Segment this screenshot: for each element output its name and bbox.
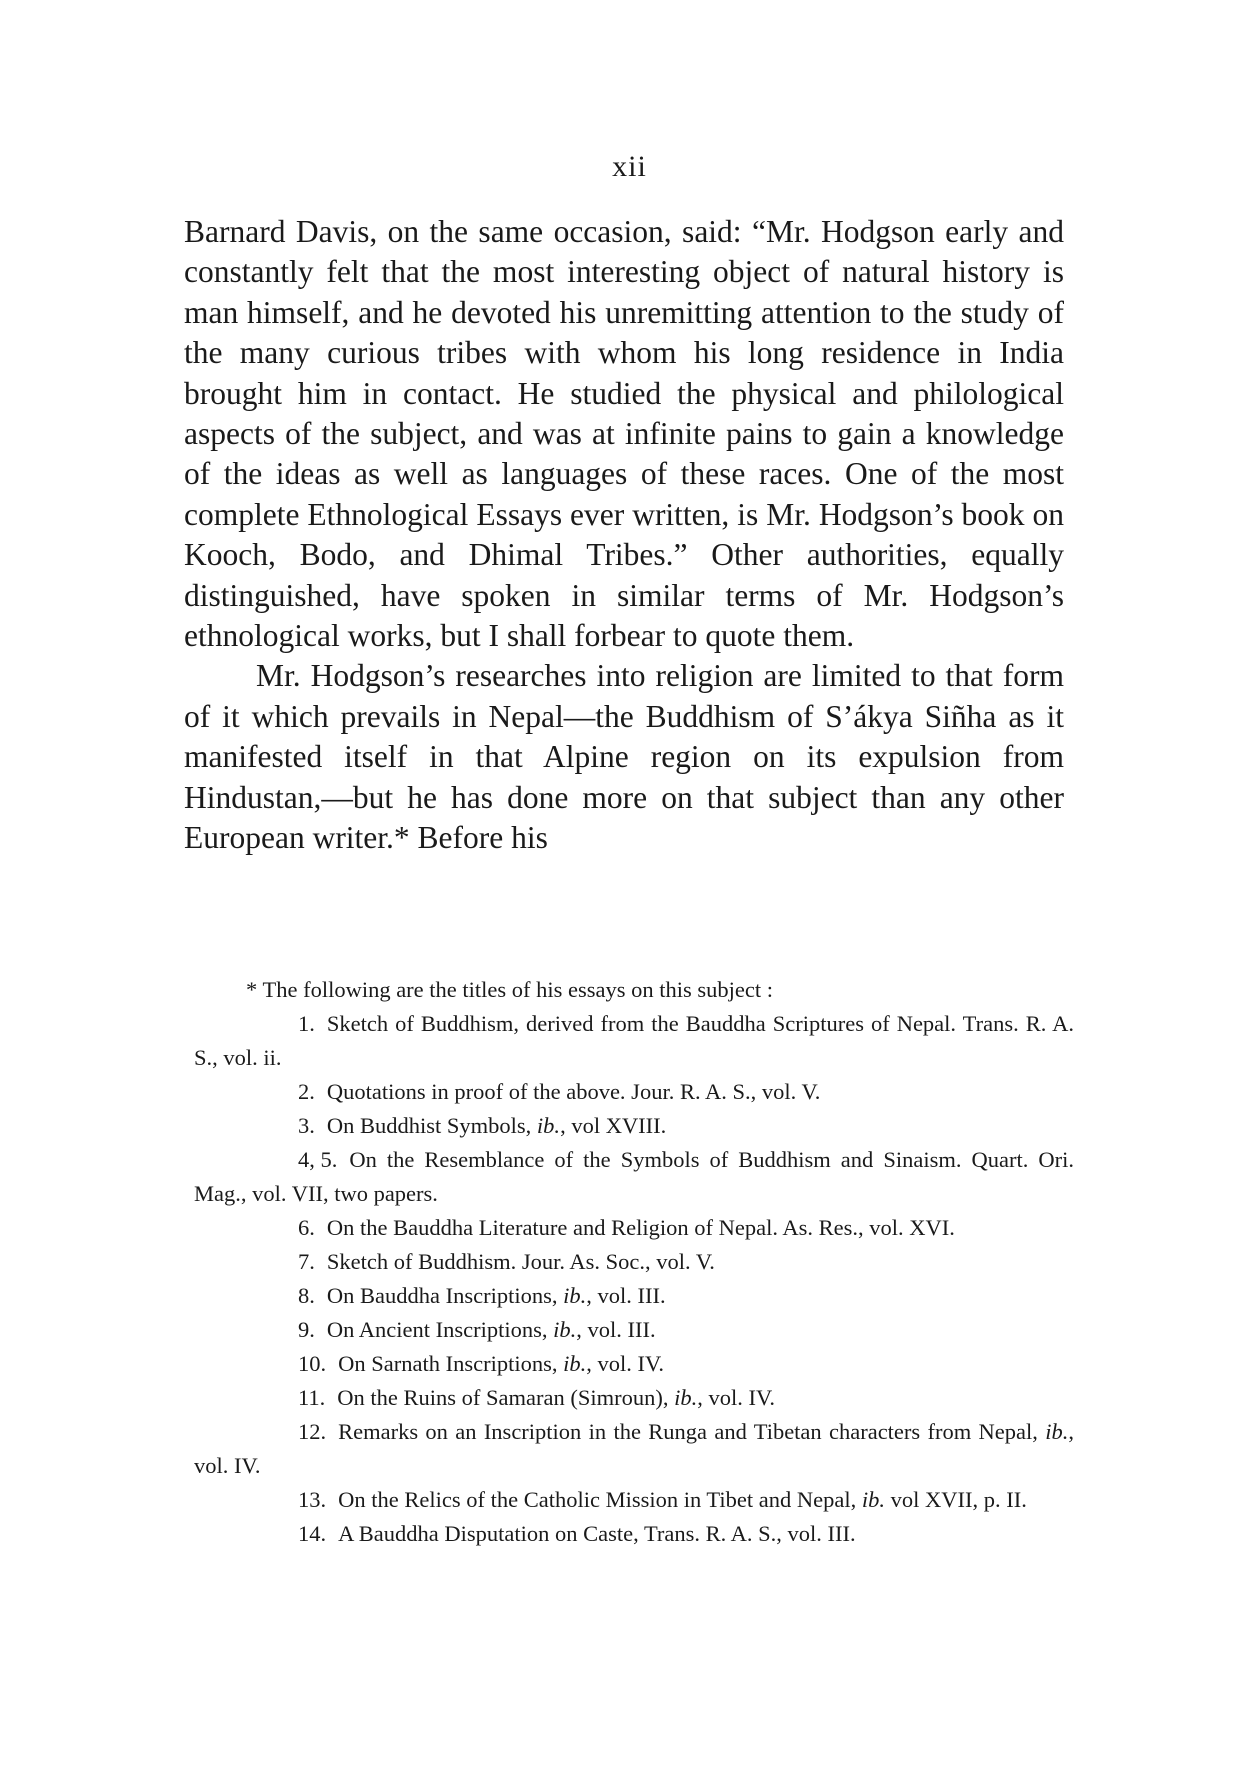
footnote-text: On the Resemblance of the Symbols of Buddhism and Sinaism. Quart. Ori. Mag., vol. VII, two papers. (194, 1147, 1074, 1206)
footnote-item (194, 1483, 1074, 1517)
footnote-item (194, 1143, 1074, 1211)
footnote-intro: * The following are the titles of his essays on this subject : (246, 977, 774, 1002)
footnote-text: A Bauddha Disputation on Caste, Trans. R. A. S., vol. III. (338, 1521, 856, 1546)
footnote-number: 2. (298, 1079, 315, 1104)
footnote-item (194, 1211, 1074, 1245)
footnote-text-end: , vol. III. (586, 1283, 666, 1308)
footnote-number: 11. (298, 1385, 326, 1410)
footnote-number: 13. (298, 1487, 327, 1512)
footnote-ibid: ib. (861, 1487, 885, 1512)
footnote-ibid: ib. (674, 1385, 698, 1410)
footnote-item (194, 1075, 1074, 1109)
footnote-number: 7. (298, 1249, 315, 1274)
footnote-text-end: , vol. IV. (586, 1351, 664, 1376)
footnote-text-end: , vol. IV. (697, 1385, 775, 1410)
footnote-text: On the Bauddha Literature and Religion of Nepal. As. Res., vol. XVI. (326, 1215, 955, 1240)
footnote-item (194, 1347, 1074, 1381)
footnote-item (194, 1245, 1074, 1279)
footnote-item (194, 1381, 1074, 1415)
footnote-text-end: , vol. IV. (194, 1419, 1074, 1478)
footnote-ibid: ib. (553, 1317, 577, 1342)
footnote-text: Sketch of Buddhism. Jour. As. Soc., vol. V. (326, 1249, 715, 1274)
footnote-number: 3. (298, 1113, 315, 1138)
footnote-text: On the Relics of the Catholic Mission in Tibet and Nepal, (338, 1487, 862, 1512)
footnote-number: 4, 5. (298, 1147, 338, 1172)
footnote-item (194, 1313, 1074, 1347)
footnote-text: On Ancient Inscriptions, (326, 1317, 554, 1342)
footnote-number: 1. (298, 1011, 315, 1036)
footnote-text: Remarks on an Inscription in the Runga and Tibetan characters from Nepal, (338, 1419, 1046, 1444)
footnote-number: 10. (298, 1351, 327, 1376)
footnote-text: On the Ruins of Samaran (Simroun), (337, 1385, 675, 1410)
footnote-text-end: , vol XVIII. (560, 1113, 667, 1138)
footnote-item (194, 1007, 1074, 1075)
footnote-ibid: ib. (563, 1283, 587, 1308)
footnote-ibid: ib. (563, 1351, 587, 1376)
page-number: xii (612, 150, 647, 183)
footnote-text: On Bauddha Inscriptions, (326, 1283, 564, 1308)
paragraph-2: Mr. Hodgson’s researches into religion are limited to that form of it which prevails in Nepal—the Buddhism of S’ákya Siñha as it manifested itself in that Alpine region on its expulsion from Hindustan,—but he has done more on that subject than any other European writer.* Before his (184, 658, 1064, 856)
paragraph-1: Barnard Davis, on the same occasion, said: “Mr. Hodgson early and constantly felt that the most interesting object of natural history is man himself, and he devoted his unremitting attention to the study of the many curious tribes with whom his long residence in India brought him in contact. He studied the physical and philological aspects of the subject, and was at infinite pains to gain a knowledge of the ideas as well as languages of these races. One of the most complete Ethnological Essays ever written, is Mr. Hodgson’s book on Kooch, Bodo, and Dhimal Tribes.” Other authorities, equally distinguished, have spoken in similar terms of Mr. Hodgson’s ethnological works, but I shall forbear to quote them. (184, 214, 1064, 654)
footnote-number: 8. (298, 1283, 315, 1308)
footnote-text: Sketch of Buddhism, derived from the Bauddha Scriptures of Nepal. Trans. R. A. S., vol. ii. (194, 1011, 1074, 1070)
footnote-number: 9. (298, 1317, 315, 1342)
footnote-number: 12. (298, 1419, 327, 1444)
footnote-item (194, 1279, 1074, 1313)
footnote-item (194, 1517, 1074, 1551)
footnote-text-end: , vol. III. (576, 1317, 656, 1342)
main-text (184, 212, 1064, 859)
footnote-text-end: vol XVII, p. II. (884, 1487, 1027, 1512)
footnote-text: On Buddhist Symbols, (326, 1113, 537, 1138)
footnote-number: 6. (298, 1215, 315, 1240)
footnote-ibid: ib. (536, 1113, 561, 1138)
footnotes (194, 973, 1074, 1551)
footnote-item (194, 1415, 1074, 1483)
footnote-ibid: ib. (1045, 1419, 1069, 1444)
footnote-item (194, 1109, 1074, 1143)
footnote-text: Quotations in proof of the above. Jour. R. A. S., vol. V. (326, 1079, 821, 1104)
footnote-number: 14. (298, 1521, 327, 1546)
footnote-text: On Sarnath Inscriptions, (338, 1351, 564, 1376)
